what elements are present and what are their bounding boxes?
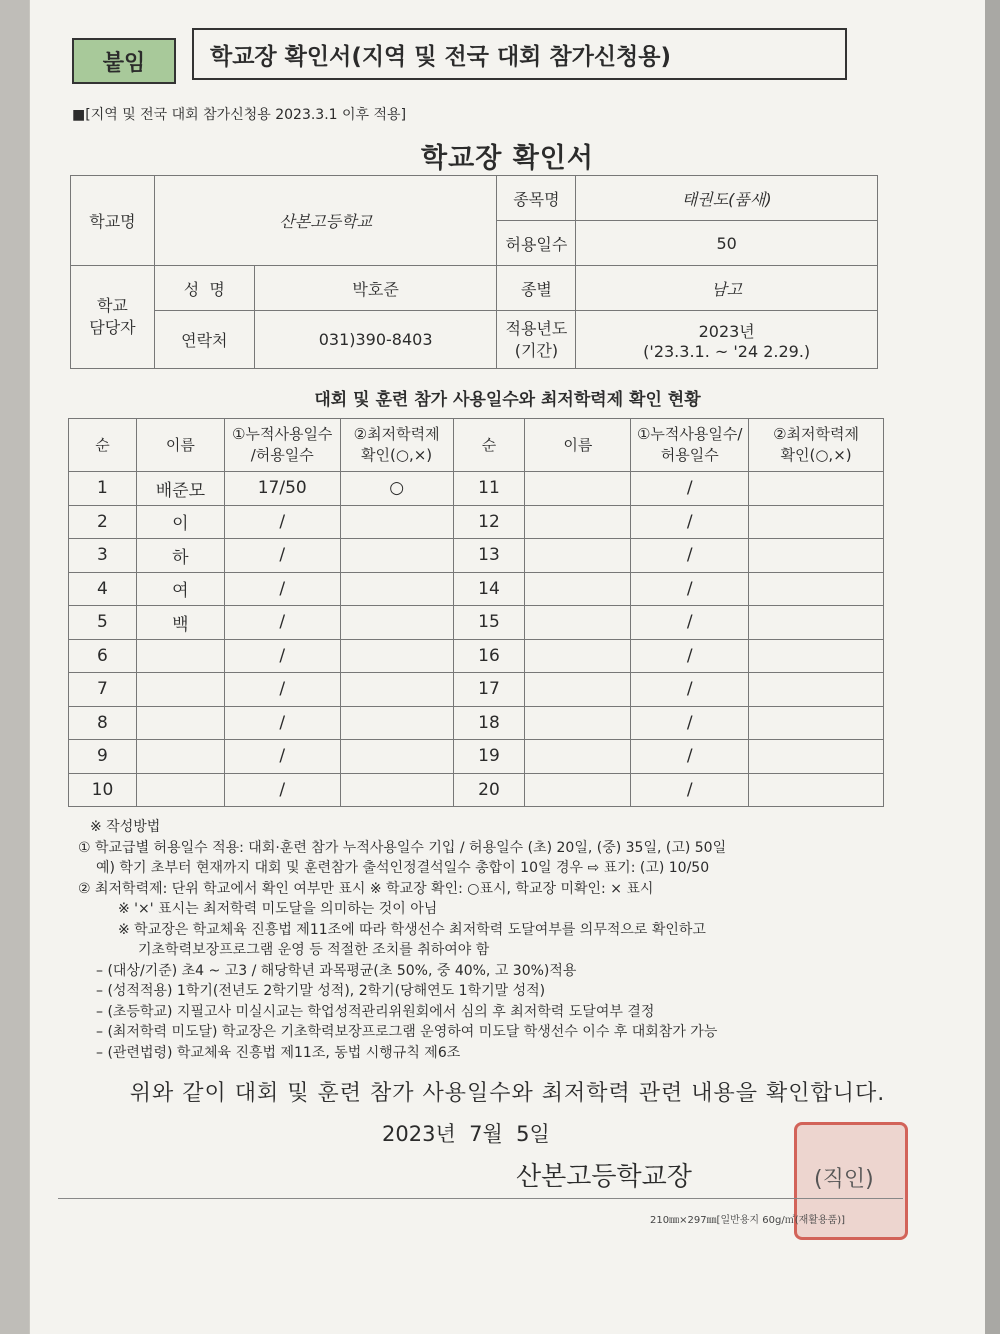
table-row — [69, 639, 884, 673]
row-days: / — [224, 639, 340, 673]
gender-label: 종별 — [497, 266, 576, 311]
seal-label: (직인) — [814, 1167, 874, 1192]
row-days: / — [224, 706, 340, 740]
row-days: / — [224, 505, 340, 539]
row-no: 15 — [453, 606, 525, 640]
instruction-line: – (관련법령) 학교체육 진흥법 제11조, 동법 시행규칙 제6조 — [96, 1044, 461, 1061]
row-check — [749, 505, 884, 539]
row-days: / — [224, 740, 340, 774]
year-value: 2023년 — [698, 321, 755, 341]
row-check — [749, 706, 884, 740]
row-days: / — [631, 539, 749, 573]
row-no: 2 — [69, 505, 137, 539]
row-no: 7 — [69, 673, 137, 707]
row-check — [749, 773, 884, 807]
header-no: 순 — [69, 419, 137, 472]
row-name: 하 — [136, 539, 224, 573]
row-no: 14 — [453, 572, 525, 606]
row-no: 9 — [69, 740, 137, 774]
status-subtitle: 대회 및 훈련 참가 사용일수와 최저학력제 확인 현황 — [314, 390, 701, 410]
header-name: 이름 — [136, 419, 224, 472]
table-row — [69, 472, 884, 506]
document-page — [30, 0, 985, 1334]
row-name — [525, 472, 631, 506]
row-name — [525, 639, 631, 673]
applicability-note: ■[지역 및 전국 대회 참가신청용 2023.3.1 이후 적용] — [72, 107, 407, 123]
header-check: ②최저학력제 확인(○,×) — [340, 419, 453, 472]
row-days: / — [631, 606, 749, 640]
row-days: / — [224, 572, 340, 606]
paper-spec: 210㎜×297㎜[일반용지 60g/㎡(재활용품)] — [650, 1215, 846, 1226]
contact-label: 연락처 — [154, 311, 254, 369]
school-value: 산본고등학교 — [154, 176, 497, 266]
row-days: / — [631, 505, 749, 539]
records-table — [68, 418, 884, 807]
row-name: 이 — [136, 505, 224, 539]
row-name — [525, 706, 631, 740]
row-name — [136, 639, 224, 673]
name-label: 성 명 — [154, 266, 254, 311]
info-table — [70, 175, 878, 369]
principal-name: 산본고등학교장 — [516, 1162, 692, 1192]
row-no: 1 — [69, 472, 137, 506]
table-row — [69, 505, 884, 539]
header-check-right: ②최저학력제 확인(○,×) — [749, 419, 884, 472]
row-no: 5 — [69, 606, 137, 640]
row-check — [749, 606, 884, 640]
row-check — [340, 673, 453, 707]
table-row — [69, 773, 884, 807]
row-no: 18 — [453, 706, 525, 740]
instruction-line: 예) 학기 초부터 현재까지 대회 및 훈련참가 출석인정결석일수 총합이 10일 경우 ⇨ 표기: (고) 10/50 — [96, 860, 710, 876]
row-check — [749, 673, 884, 707]
page-shadow-right — [985, 0, 1000, 1334]
allowed-days-value: 50 — [576, 221, 878, 266]
row-days: / — [224, 773, 340, 807]
school-label: 학교명 — [71, 176, 155, 266]
header-title: 학교장 확인서(지역 및 전국 대회 참가신청용) — [192, 28, 847, 80]
confirmation-statement: 위와 같이 대회 및 훈련 참가 사용일수와 최저학력 관련 내용을 확인합니다. — [129, 1081, 886, 1106]
year-period: ('23.3.1. ~ '24 2.29.) — [643, 341, 811, 361]
instruction-line: 기초학력보장프로그램 운영 등 적절한 조치를 취하여야 함 — [138, 942, 490, 958]
header-days-right: ①누적사용일수/ 허용일수 — [631, 419, 749, 472]
row-name — [136, 673, 224, 707]
row-name — [525, 539, 631, 573]
row-days: / — [631, 673, 749, 707]
writing-instructions — [78, 817, 928, 1063]
header-days: ①누적사용일수 /허용일수 — [224, 419, 340, 472]
row-no: 10 — [69, 773, 137, 807]
row-check — [749, 740, 884, 774]
row-days: / — [631, 472, 749, 506]
instruction-line: – (대상/기준) 초4 ~ 고3 / 해당학년 과목평균(초 50%, 중 40%, 고 30%)적용 — [96, 962, 577, 979]
instruction-line: – (초등학교) 지필고사 미실시교는 학업성적관리위원회에서 심의 후 최저학력 도달여부 결정 — [96, 1003, 655, 1020]
row-no: 16 — [453, 639, 525, 673]
row-no: 20 — [453, 773, 525, 807]
row-name — [136, 773, 224, 807]
row-no: 8 — [69, 706, 137, 740]
row-check — [340, 773, 453, 807]
manager-label: 학교 담당자 — [71, 266, 155, 369]
row-name — [525, 572, 631, 606]
year-cell — [576, 311, 878, 369]
attachment-tag: 붙임 — [72, 38, 176, 84]
row-name: 배준모 — [136, 472, 224, 506]
row-days: / — [224, 606, 340, 640]
row-check: ○ — [340, 472, 453, 506]
row-check — [340, 740, 453, 774]
event-label: 종목명 — [497, 176, 576, 221]
event-value: 태권도(품새) — [576, 176, 878, 221]
instruction-line: ※ 학교장은 학교체육 진흥법 제11조에 따라 학생선수 최저학력 도달여부를 의무적으로 확인하고 — [118, 921, 706, 938]
instruction-line: – (최저학력 미도달) 학교장은 기초학력보장프로그램 운영하여 미도달 학생선수 이수 후 대회참가 가능 — [96, 1024, 718, 1040]
row-no: 3 — [69, 539, 137, 573]
row-name — [525, 740, 631, 774]
row-name — [525, 773, 631, 807]
row-name — [525, 606, 631, 640]
row-check — [749, 639, 884, 673]
table-row — [69, 539, 884, 573]
table-row — [69, 740, 884, 774]
records-header-row — [69, 419, 884, 472]
contact-value: 031)390-8403 — [254, 311, 497, 369]
row-days: / — [631, 740, 749, 774]
year-label: 적용년도 (기간) — [497, 311, 576, 369]
row-check — [749, 472, 884, 506]
row-check — [340, 539, 453, 573]
gender-value: 남고 — [576, 266, 878, 311]
table-row — [69, 673, 884, 707]
issue-date: 2023년 7월 5일 — [382, 1122, 550, 1146]
row-days: / — [631, 639, 749, 673]
row-check — [340, 706, 453, 740]
row-no: 11 — [453, 472, 525, 506]
row-check — [749, 539, 884, 573]
row-name: 여 — [136, 572, 224, 606]
row-no: 4 — [69, 572, 137, 606]
table-row — [69, 706, 884, 740]
row-check — [340, 505, 453, 539]
row-no: 13 — [453, 539, 525, 573]
row-check — [749, 572, 884, 606]
table-row — [69, 572, 884, 606]
row-no: 12 — [453, 505, 525, 539]
row-days: / — [631, 706, 749, 740]
row-name — [525, 673, 631, 707]
page-shadow-left — [0, 0, 30, 1334]
row-name — [136, 706, 224, 740]
row-days: / — [224, 539, 340, 573]
row-days: / — [224, 673, 340, 707]
row-no: 17 — [453, 673, 525, 707]
row-name — [136, 740, 224, 774]
instruction-line: ※ '×' 표시는 최저학력 미도달을 의미하는 것이 아님 — [118, 901, 438, 917]
header-name-right: 이름 — [525, 419, 631, 472]
row-name: 백 — [136, 606, 224, 640]
instruction-line: – (성적적용) 1학기(전년도 2학기말 성적), 2학기(당해연도 1학기말 성적) — [96, 983, 546, 999]
row-check — [340, 639, 453, 673]
name-value: 박호준 — [254, 266, 497, 311]
table-row — [69, 606, 884, 640]
allowed-days-label: 허용일수 — [497, 221, 576, 266]
instruction-line: ② 최저학력제: 단위 학교에서 확인 여부만 표시 ※ 학교장 확인: ○표시, 학교장 미확인: × 표시 — [78, 880, 654, 897]
row-no: 19 — [453, 740, 525, 774]
row-days: / — [631, 773, 749, 807]
page-title: 학교장 확인서 — [421, 143, 594, 174]
row-check — [340, 606, 453, 640]
instruction-line: ① 학교급별 허용일수 적용: 대회·훈련 참가 누적사용일수 기입 / 허용일수 (초) 20일, (중) 35일, (고) 50일 — [78, 839, 727, 856]
row-days: / — [631, 572, 749, 606]
row-no: 6 — [69, 639, 137, 673]
instruction-line: ※ 작성방법 — [90, 819, 161, 835]
row-days: 17/50 — [224, 472, 340, 506]
footer-divider — [58, 1198, 903, 1199]
row-name — [525, 505, 631, 539]
header-no-right: 순 — [453, 419, 525, 472]
row-check — [340, 572, 453, 606]
